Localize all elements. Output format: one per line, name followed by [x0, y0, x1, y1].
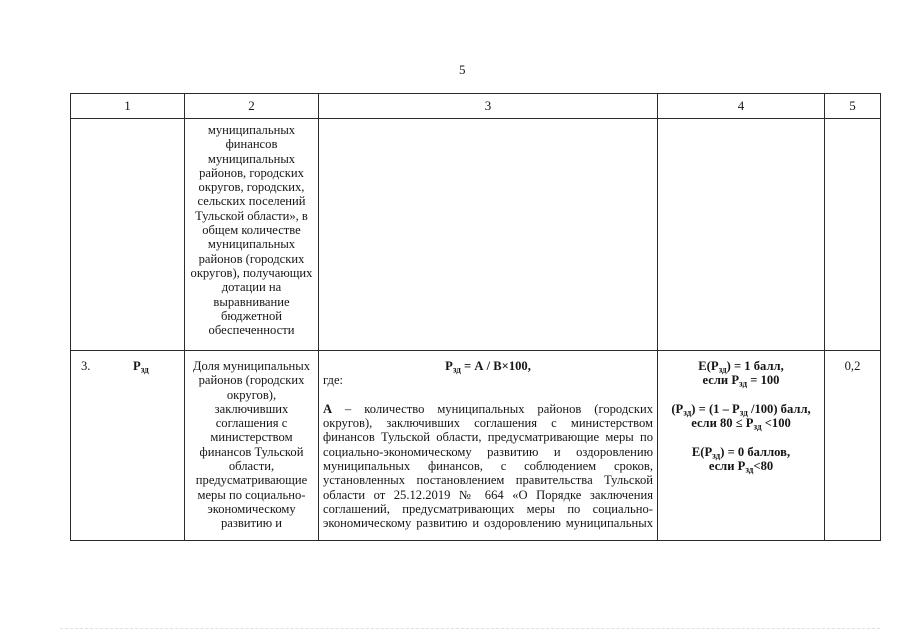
- header-col-2: 2: [185, 94, 319, 119]
- text-segment: ) = 1 балл,: [726, 359, 784, 373]
- cell-weight: [825, 351, 881, 541]
- subscript-segment: зд: [745, 464, 754, 475]
- scoring-line: [662, 459, 820, 473]
- text-segment: Р: [445, 359, 453, 373]
- text-segment: <80: [753, 459, 774, 474]
- page-number: 5: [459, 62, 466, 77]
- text-segment: <100: [761, 416, 791, 431]
- indicator-name-line: общем количестве: [202, 223, 301, 238]
- indicator-name-line: обеспеченности: [208, 323, 295, 338]
- header-col-3: 3: [319, 94, 658, 119]
- subscript-segment: зд: [739, 378, 748, 389]
- indicator-name-line: выравнивание: [213, 294, 290, 309]
- subscript-segment: зд: [739, 407, 748, 418]
- indicator-name-line: министерством: [210, 430, 293, 445]
- bold-segment: А: [323, 401, 333, 416]
- indicator-name-line: округов, городских,: [198, 180, 305, 195]
- indicator-name-line: муниципальных: [207, 151, 296, 166]
- indicator-name-line: меры по социально-: [197, 487, 306, 502]
- where-label: где:: [323, 373, 344, 388]
- scoring-condition: [662, 359, 820, 388]
- indicator-name-line: Тульской области», в: [195, 208, 308, 223]
- indicator-name-line: бюджетной: [221, 308, 282, 323]
- scoring-line: [662, 402, 820, 416]
- indicator-name-line: муниципальных: [207, 123, 296, 137]
- explanation-line: установленных постановлением правительства Тульской: [323, 473, 653, 488]
- indicator-name-line: дотации на: [221, 280, 282, 295]
- explanation-line: [323, 402, 653, 416]
- indicator-name-line: муниципальных: [207, 237, 296, 252]
- subscript-segment: зд: [683, 407, 692, 418]
- subscript-segment: зд: [753, 421, 762, 432]
- text-segment: (Р: [671, 401, 684, 416]
- cell-indicator-name: [185, 119, 319, 351]
- indicator-name-line: районов, городских: [199, 165, 304, 180]
- cell-scoring-empty: [658, 119, 825, 351]
- cell-index: [71, 351, 185, 541]
- text-segment: Е(Р: [698, 359, 719, 373]
- indicator-name-line: заключивших: [214, 401, 289, 416]
- scoring-condition: [662, 402, 820, 431]
- explanation-line: социально-экономическому развитию и оздоровлению: [323, 444, 653, 459]
- formula-explanation: [323, 402, 653, 531]
- indicator-name-line: округов), получающих: [190, 265, 313, 280]
- explanation-line: экономическому развитию и оздоровлению муниципальных: [323, 516, 653, 531]
- cell-scoring: [658, 351, 825, 541]
- weight-value: 0,2: [844, 359, 861, 373]
- cell-indicator-name: [185, 351, 319, 541]
- indicator-name-line: сельских поселений: [197, 194, 306, 209]
- cell-formula: [319, 351, 658, 541]
- scoring-line: [662, 445, 820, 459]
- explanation-line: соглашений, предусматривающих меры по социально-: [323, 501, 653, 516]
- text-segment: если 80 ≤ Р: [691, 416, 754, 431]
- subscript-segment: зд: [452, 364, 461, 375]
- index-block: [75, 359, 180, 374]
- text-segment: – количество муниципальных районов (городских: [332, 401, 653, 416]
- text-segment: если Р: [708, 459, 746, 474]
- indicator-name-line: финансов: [225, 137, 278, 152]
- scoring-condition: [662, 445, 820, 474]
- indicator-name-text: [189, 359, 314, 531]
- subscript-segment: зд: [718, 364, 727, 375]
- table-row: [71, 119, 881, 351]
- cell-weight-empty: [825, 119, 881, 351]
- indicator-name-line: развитию и: [220, 516, 283, 531]
- text-segment: ) = (1 – Р: [691, 401, 740, 416]
- subscript-segment: зд: [712, 450, 721, 461]
- indicator-name-line: предусматривающие: [195, 473, 308, 488]
- indicator-name-line: районов (городских: [198, 251, 305, 266]
- indicator-name-line: финансов Тульской: [199, 444, 304, 459]
- indicator-name-line: округов),: [226, 387, 277, 402]
- text-segment: Е(Р: [691, 444, 713, 459]
- subscript-segment: зд: [140, 364, 149, 375]
- cell-formula-empty: [319, 119, 658, 351]
- criteria-table: [70, 93, 881, 541]
- text-segment: Р: [133, 359, 141, 373]
- row-number: 3.: [81, 359, 91, 373]
- text-segment: если Р: [702, 373, 740, 388]
- indicator-name-line: области,: [228, 459, 275, 474]
- scoring-line: [662, 416, 820, 430]
- table-row: [71, 351, 881, 541]
- cell-index-empty: [71, 119, 185, 351]
- scoring-line: [662, 373, 820, 387]
- header-col-5: 5: [825, 94, 881, 119]
- indicator-name-line: районов (городских: [198, 373, 305, 388]
- formula: [323, 359, 653, 373]
- text-segment: = 100: [747, 373, 780, 388]
- header-row: [71, 94, 881, 119]
- text-segment: = А / В×100,: [460, 359, 531, 373]
- scoring-line: [662, 359, 820, 373]
- indicator-name-line: экономическому: [207, 501, 296, 516]
- explanation-line: округов), заключивших соглашения с министерством: [323, 416, 653, 431]
- explanation-line: муниципальных финансов, с соблюдением сроков,: [323, 459, 653, 474]
- explanation-line: финансов Тульской области, предусматривающие меры по: [323, 430, 653, 445]
- header-col-4: 4: [658, 94, 825, 119]
- header-col-1: 1: [71, 94, 185, 119]
- text-segment: ) = 0 баллов,: [720, 444, 791, 459]
- indicator-name-line: Доля муниципальных: [192, 359, 311, 373]
- indicator-symbol: [133, 359, 149, 373]
- indicator-name-line: соглашения с: [215, 416, 288, 431]
- scan-noise-line: [60, 628, 880, 629]
- explanation-line: области от 25.12.2019 № 664 «О Порядке заключения: [323, 487, 653, 502]
- indicator-name-text: [189, 123, 314, 337]
- text-segment: /100) балл,: [747, 401, 811, 416]
